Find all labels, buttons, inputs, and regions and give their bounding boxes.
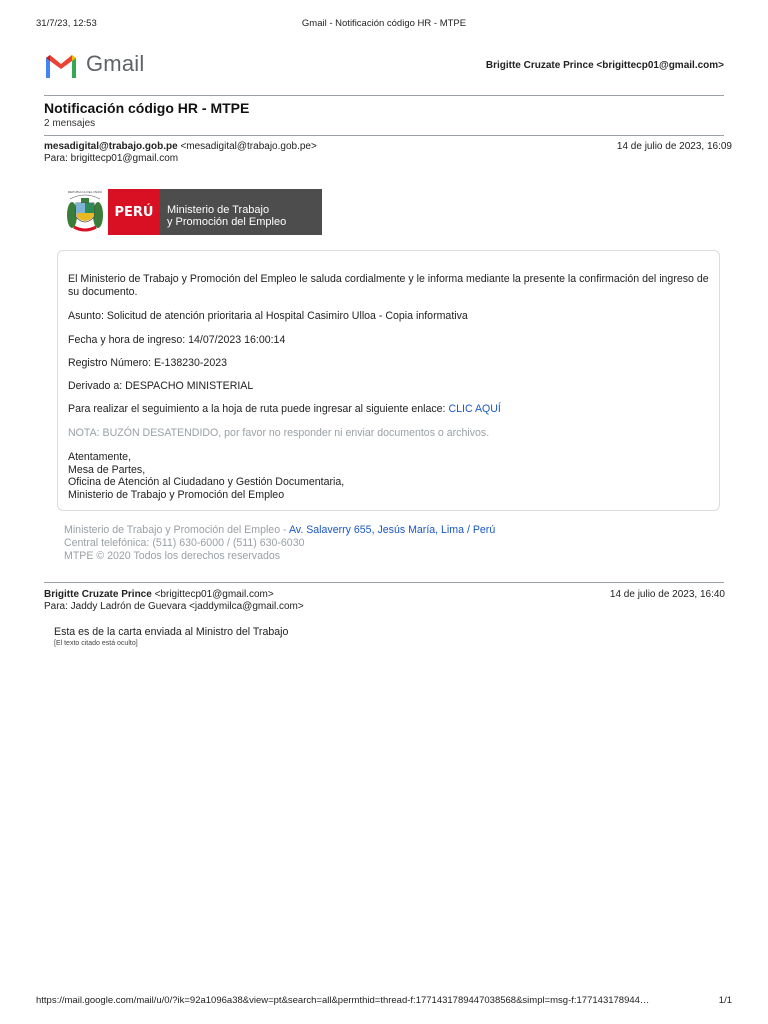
footer-address-link[interactable]: Av. Salaverry 655, Jesús María, Lima / Perú: [288, 524, 496, 536]
signature-line: Mesa de Partes,: [68, 463, 146, 476]
notification-derivado: Derivado a: DESPACHO MINISTERIAL: [68, 380, 254, 392]
ministry-line-2: y Promoción del Empleo: [167, 216, 287, 228]
print-datetime: 31/7/23, 12:53: [36, 18, 97, 29]
sender-address: <brigittecp01@gmail.com>: [154, 589, 274, 600]
message-body: Esta es de la carta enviada al Ministro del Trabajo: [54, 626, 289, 638]
peru-label: PERÚ: [108, 189, 160, 235]
message-date: 14 de julio de 2023, 16:40: [609, 589, 725, 600]
message-header: [44, 589, 725, 612]
notification-registro: Registro Número: E-138230-2023: [68, 357, 227, 369]
unattended-mailbox-note: NOTA: BUZÓN DESATENDIDO, por favor no responder ni enviar documentos o archivos.: [68, 427, 490, 439]
gmail-header: [44, 50, 724, 82]
divider: [44, 582, 724, 583]
signature-line: Ministerio de Trabajo y Promoción del Empleo: [68, 488, 285, 501]
account-label: Brigitte Cruzate Prince <brigittecp01@gmail.com>: [485, 60, 724, 71]
footer-phone: Central telefónica: (511) 630-6000 / (511) 630-6030: [64, 537, 305, 549]
signature-line: Atentamente,: [68, 451, 132, 463]
notification-intro: El Ministerio de Trabajo y Promoción del Empleo le saluda cordialmente y le informa mediante la presente la confirmación del ingreso de su documento.: [68, 273, 709, 298]
notification-asunto: Asunto: Solicitud de atención prioritaria al Hospital Casimiro Ulloa - Copia informativa: [68, 310, 468, 322]
footer-copyright: MTPE © 2020 Todos los derechos reservados: [64, 550, 281, 562]
thread-subject: Notificación código HR - MTPE: [44, 100, 250, 116]
print-header: [36, 18, 732, 30]
divider: [44, 95, 724, 96]
sender-name[interactable]: Brigitte Cruzate Prince: [44, 589, 152, 600]
signature-block: [68, 451, 710, 501]
page-number: 1/1: [718, 995, 732, 1006]
print-url: https://mail.google.com/mail/u/0/?ik=92a1096a38&view=pt&search=all&permthid=thread-f:1771431789447038568&simpl=msg-f:177143178944…: [36, 995, 650, 1006]
sender-email[interactable]: mesadigital@trabajo.gob.pe: [44, 141, 178, 152]
divider: [44, 135, 724, 136]
mtpe-brand-banner: [64, 189, 322, 235]
recipient-line: Para: Jaddy Ladrón de Guevara <jaddymilca@gmail.com>: [44, 601, 304, 612]
signature-line: Oficina de Atención al Ciudadano y Gestión Documentaria,: [68, 476, 345, 488]
ministry-line-1: Ministerio de Trabajo: [167, 204, 270, 216]
peru-coat-of-arms-icon: [64, 189, 106, 235]
notification-seguimiento: [68, 403, 710, 416]
message-date: 14 de julio de 2023, 16:09: [616, 141, 732, 152]
notification-fecha: Fecha y hora de ingreso: 14/07/2023 16:00:14: [68, 334, 286, 346]
gmail-logo-icon: [44, 52, 78, 78]
sender-address: <mesadigital@trabajo.gob.pe>: [180, 141, 317, 152]
message-header: [44, 141, 732, 164]
print-title: Gmail - Notificación código HR - MTPE: [301, 18, 467, 29]
quoted-text-toggle[interactable]: [El texto citado está oculto]: [54, 640, 138, 647]
seguimiento-text: Para realizar el seguimiento a la hoja de ruta puede ingresar al siguiente enlace:: [68, 403, 446, 415]
message-count: 2 mensajes: [44, 118, 96, 129]
footer-org-line: [64, 524, 495, 537]
print-footer: [36, 995, 732, 1006]
seal-caption: REPÚBLICA DEL PERÚ: [67, 190, 103, 194]
footer-org: Ministerio de Trabajo y Promoción del Empleo -: [64, 524, 287, 536]
recipient-line: Para: brigittecp01@gmail.com: [44, 153, 179, 164]
gmail-wordmark: Gmail: [86, 51, 145, 76]
email-footer: [64, 524, 495, 563]
tracking-link[interactable]: CLIC AQUÍ: [448, 403, 501, 415]
ministry-label: [160, 189, 322, 235]
